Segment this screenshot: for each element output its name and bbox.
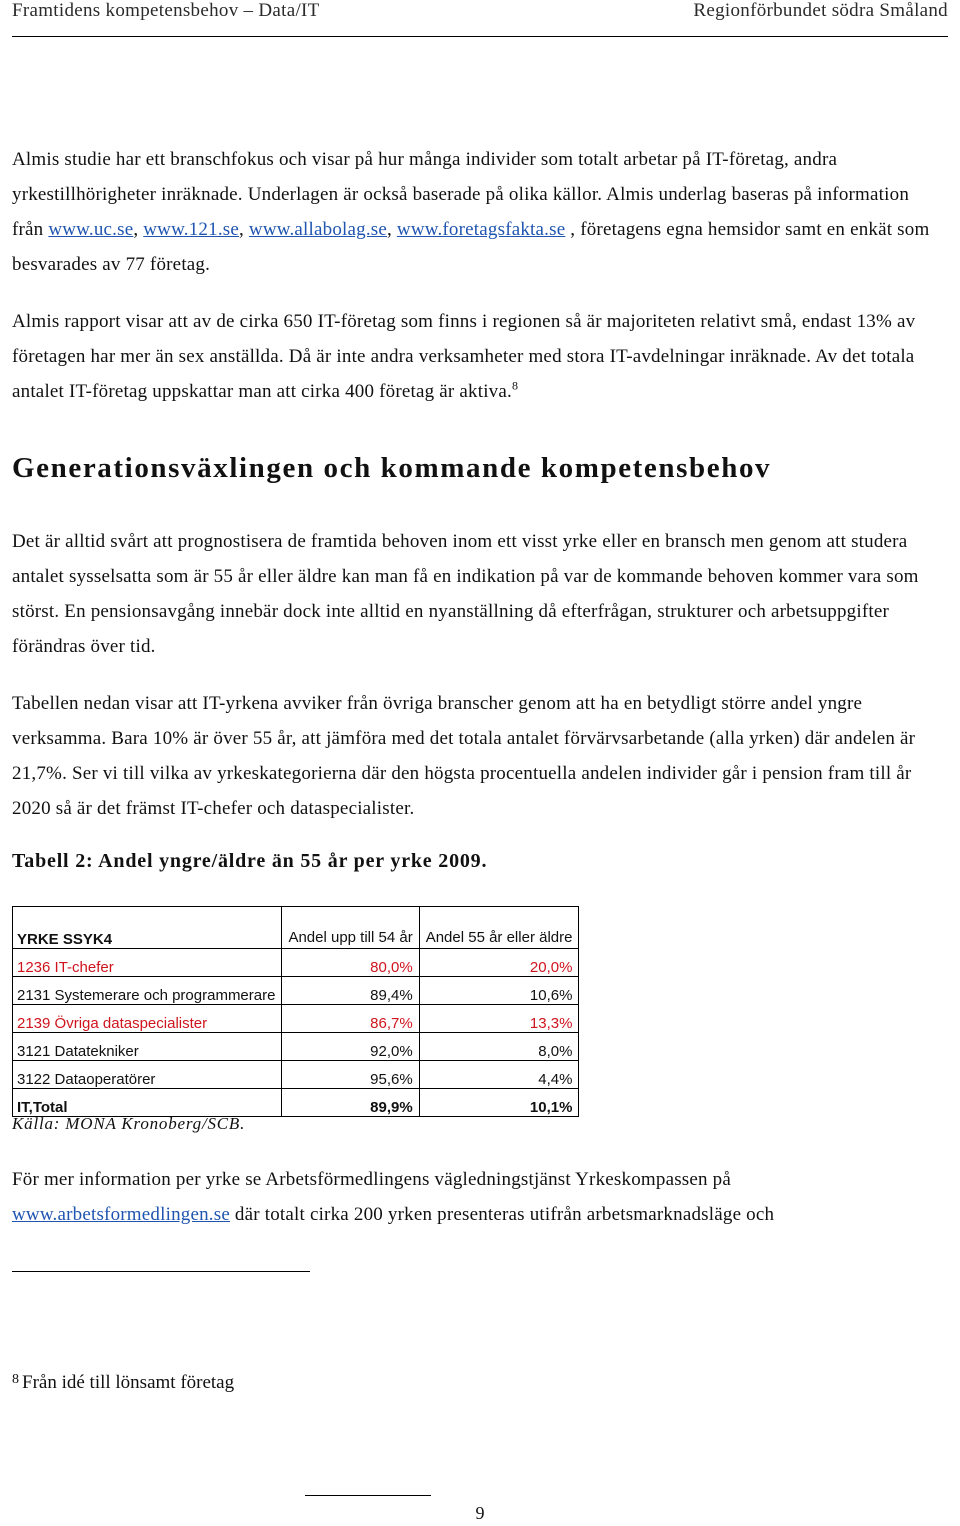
table-row: [13, 1005, 579, 1033]
paragraph-forecast: Det är alltid svårt att prognostisera de framtida behoven inom ett visst yrke eller en bransch men genom att studera antalet sysselsatta som är 55 år eller äldre kan man få en indikation på var de kommande behoven kommer vara som störst. En pensionsavgång innebär dock inte alltid en nyanställning då efterfrågan, strukturer och arbetsuppgifter förändras över tid.: [12, 531, 919, 657]
link-121[interactable]: www.121.se: [143, 219, 240, 240]
row-label: 2131 Systemerare och programmerare: [13, 977, 282, 1005]
page-number-divider: [305, 1495, 431, 1496]
row-label: 1236 IT-chefer: [13, 949, 282, 977]
link-allabolag[interactable]: www.allabolag.se: [248, 219, 388, 240]
row-share-young: 80,0%: [282, 949, 419, 977]
table-row: [13, 977, 579, 1005]
table-row: [13, 1061, 579, 1089]
footnote-text: Från idé till lönsamt företag: [22, 1372, 235, 1393]
table-row: [13, 949, 579, 977]
table-title: Tabell 2: Andel yngre/äldre än 55 år per yrke 2009.: [12, 850, 488, 872]
separator: ,: [387, 219, 397, 240]
row-share-young: 89,4%: [282, 977, 419, 1005]
table-row-total: [13, 1089, 579, 1117]
row-share-young: 92,0%: [282, 1033, 419, 1061]
section-heading: Generationsväxlingen och kommande kompetensbehov: [12, 452, 772, 484]
row-share-old: 8,0%: [419, 1033, 579, 1061]
paragraph-text: Almis studie har ett branschfokus och visar på hur många individer som totalt arbetar på IT-företag, andra yrkestillhörigheter inräknade. Underlagen är också baserade på olika källor. Almis underlag baseras på information från: [12, 149, 910, 240]
link-foretagsfakta[interactable]: www.foretagsfakta.se: [396, 219, 566, 240]
table-header-row: [13, 907, 579, 949]
header-document-title: Framtidens kompetensbehov – Data/IT: [12, 0, 320, 21]
separator: ,: [133, 219, 144, 240]
row-share-young: 89,9%: [282, 1089, 419, 1117]
header-share-old: Andel 55 år eller äldre: [419, 907, 579, 949]
header-share-young: Andel upp till 54 år: [282, 907, 419, 949]
page-number: 9: [475, 1503, 485, 1523]
header-occupation: YRKE SSYK4: [13, 907, 282, 949]
row-label: 3122 Dataoperatörer: [13, 1061, 282, 1089]
paragraph-text: För mer information per yrke se Arbetsförmedlingens vägledningstjänst Yrkeskompassen på: [12, 1169, 732, 1190]
age-share-table: [12, 906, 579, 1117]
row-share-old: 10,6%: [419, 977, 579, 1005]
paragraph-more-info: [12, 1162, 942, 1232]
row-share-young: 86,7%: [282, 1005, 419, 1033]
footnote-number: 8: [12, 1372, 19, 1387]
row-share-young: 95,6%: [282, 1061, 419, 1089]
separator: ,: [239, 219, 249, 240]
link-arbetsformedlingen[interactable]: www.arbetsformedlingen.se: [12, 1204, 230, 1225]
footnote-reference[interactable]: 8: [511, 378, 519, 393]
header-organization: Regionförbundet södra Småland: [693, 0, 948, 21]
link-uc[interactable]: www.uc.se: [48, 219, 134, 240]
table-row: [13, 1033, 579, 1061]
paragraph-almis-study: [12, 142, 942, 282]
row-share-old: 4,4%: [419, 1061, 579, 1089]
row-share-old: 10,1%: [419, 1089, 579, 1117]
page-header: [12, 0, 948, 37]
row-label: IT,Total: [13, 1089, 282, 1117]
paragraph-text: , företagens egna hemsidor samt en enkät som besvarades av 77 företag.: [12, 219, 930, 275]
row-share-old: 20,0%: [419, 949, 579, 977]
footnote: [12, 1372, 234, 1394]
paragraph-almis-report: [12, 304, 942, 409]
paragraph-text: där totalt cirka 200 yrken presenteras utifrån arbetsmarknadsläge och: [229, 1204, 775, 1225]
row-share-old: 13,3%: [419, 1005, 579, 1033]
table-source: Källa: MONA Kronoberg/SCB.: [12, 1114, 246, 1133]
row-label: 2139 Övriga dataspecialister: [13, 1005, 282, 1033]
paragraph-table-intro: Tabellen nedan visar att IT-yrkena avviker från övriga branscher genom att ha en betydligt större andel yngre verksamma. Bara 10% är över 55 år, att jämföra med det totala antalet förvärvsarbetande (alla yrken) där andelen är 21,7%. Ser vi till vilka av yrkeskategorierna där den högsta procentuella andelen individer går i pension fram till år 2020 så är det främst IT-chefer och dataspecialister.: [12, 693, 916, 819]
row-label: 3121 Datatekniker: [13, 1033, 282, 1061]
paragraph-text: Almis rapport visar att av de cirka 650 IT-företag som finns i regionen så är majoriteten relativt små, endast 13% av företagen har mer än sex anställda. Då är inte andra verksamheter med stora IT-avdelningar inräknade. Av det totala antalet IT-företag uppskattar man att cirka 400 företag är aktiva.: [12, 311, 916, 402]
footnote-divider: [12, 1271, 310, 1272]
